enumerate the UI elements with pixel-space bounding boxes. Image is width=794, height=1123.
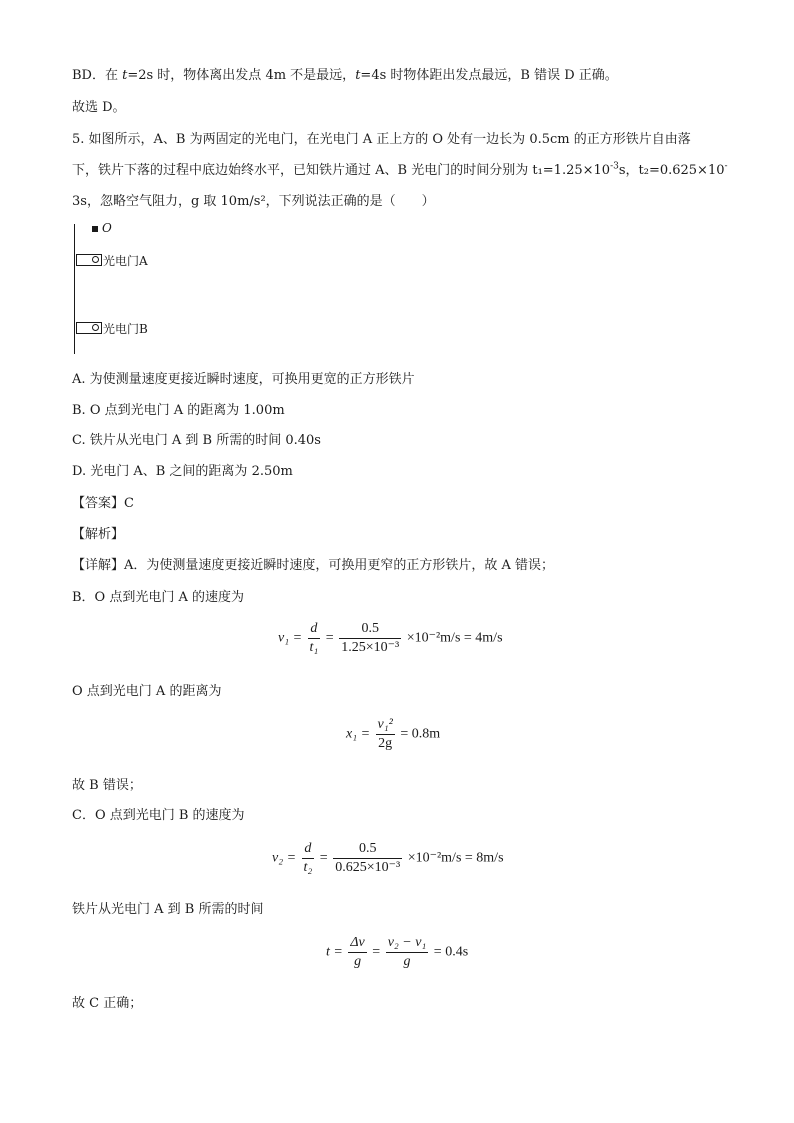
photogate-b-label: 光电门B bbox=[103, 322, 148, 336]
c-intro-line: C．O 点到光电门 B 的速度为 bbox=[72, 808, 245, 823]
o-distance-line: O 点到光电门 A 的距离为 bbox=[72, 684, 222, 699]
option-a: A. 为使测量速度更接近瞬时速度，可换用更宽的正方形铁片 bbox=[72, 372, 415, 387]
support-rod bbox=[74, 224, 75, 354]
fraction-value-1: $\frac{0.5}{\text{1.25×10⁻³}}$ bbox=[341, 621, 400, 655]
fraction-v2-minus-v1-over-g: $\frac{\text{v₂ − v₁}}{g}$ bbox=[387, 935, 427, 969]
iron-square-icon bbox=[92, 226, 98, 232]
option-c: C. 铁片从光电门 A 到 B 所需的时间 0.40s bbox=[72, 433, 321, 448]
option-b: B. O 点到光电门 A 的距离为 1.00m bbox=[72, 403, 285, 418]
point-o-label: O bbox=[102, 221, 112, 235]
question-5-line-1: 5. 如图所示，A、B 为两固定的光电门，在光电门 A 正上方的 O 处有一边长为 0.5cm 的正方形铁片自由落 bbox=[72, 132, 691, 147]
question-5-line-3: 3s，忽略空气阻力，g 取 10m/s²，下列说法正确的是（ ） bbox=[72, 194, 435, 209]
fraction-d-over-t1: $\frac{d}{\text{t₁}}$ bbox=[309, 621, 319, 655]
equation-v1: v₁ = $\frac{d}{\text{t₁}}$ = $\frac{0.5}{\text{1.25×10⁻³}}$ ×10⁻²m/s = 4m/s bbox=[278, 621, 503, 655]
b-intro-line: B．O 点到光电门 A 的速度为 bbox=[72, 590, 244, 605]
detail-a-line: 【详解】A．为使测量速度更接近瞬时速度，可换用更窄的正方形铁片，故 A 错误； bbox=[72, 558, 555, 573]
question-5-line-2: 下，铁片下落的过程中底边始终水平，已知铁片通过 A、B 光电门的时间分别为 $t_1=1.25\times 10^{-3}s$，t₂=0.625×10- bbox=[72, 161, 728, 178]
option-d: D. 光电门 A、B 之间的距离为 2.50m bbox=[72, 464, 293, 479]
equation-v2: v₂ = $\frac{d}{\text{t₂}}$ = $\frac{0.5}{\text{0.625×10⁻³}}$ ×10⁻²m/s = 8m/s bbox=[272, 841, 504, 875]
fraction-dv-over-g: $\frac{\Delta v}{g}$ bbox=[350, 935, 365, 969]
time-intro-line: 铁片从光电门 A 到 B 所需的时间 bbox=[72, 902, 264, 917]
fraction-v1sq-over-2g: $\frac{\text{v₁²}}{2g}$ bbox=[377, 717, 393, 751]
photogate-a-sensor-icon bbox=[92, 256, 99, 263]
fraction-value-2: $\frac{0.5}{\text{0.625×10⁻³}}$ bbox=[335, 841, 401, 875]
bd-explanation-line: BD．在 t=2s 时，物体离出发点 4m 不是最远，t=4s 时物体距出发点最远，B 错误 D 正确。 bbox=[72, 68, 618, 83]
photogate-diagram bbox=[74, 221, 194, 354]
equation-t: t = $\frac{\Delta v}{g}$ = $\frac{\text{v₂ − v₁}}{g}$ = 0.4s bbox=[326, 935, 469, 969]
c-correct-line: 故 C 正确； bbox=[72, 996, 143, 1011]
analysis-label: 【解析】 bbox=[72, 527, 125, 542]
photogate-b-sensor-icon bbox=[92, 324, 99, 331]
choose-d-line: 故选 D。 bbox=[72, 100, 126, 115]
equation-x1: x₁ = $\frac{\text{v₁²}}{2g}$ = 0.8m bbox=[346, 717, 441, 751]
fraction-d-over-t2: $\frac{d}{\text{t₂}}$ bbox=[303, 841, 313, 875]
b-wrong-line: 故 B 错误； bbox=[72, 778, 142, 793]
answer-label: 【答案】C bbox=[72, 496, 134, 511]
photogate-a-label: 光电门A bbox=[103, 254, 148, 268]
